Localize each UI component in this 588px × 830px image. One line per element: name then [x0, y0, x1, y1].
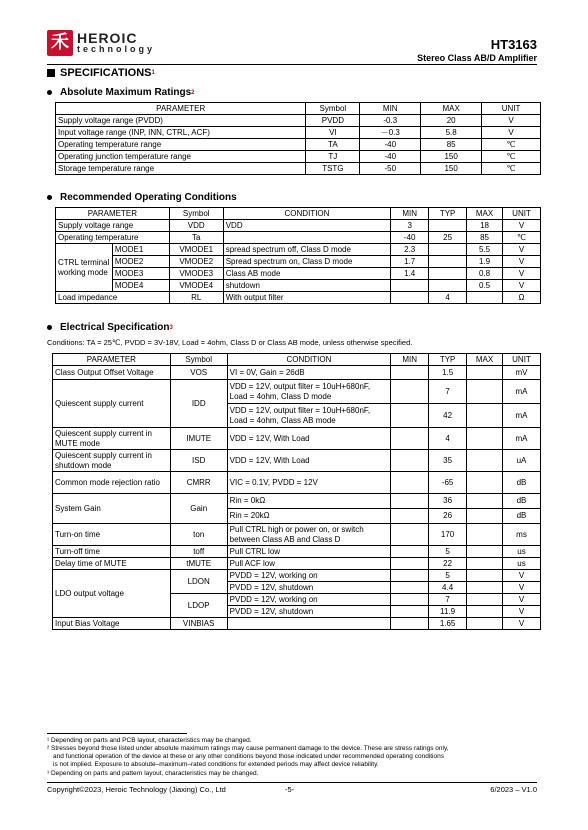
table-cell: LDOP [170, 594, 227, 618]
table-cell: 5.5 [467, 244, 503, 256]
table-cell: Class AB mode [223, 268, 391, 280]
table-cell [391, 472, 429, 494]
table-cell: V [482, 115, 541, 127]
elec-table [52, 353, 541, 630]
table-cell: PVDD [306, 115, 360, 127]
table-cell: 1.65 [429, 618, 467, 630]
table-cell: Pull ACF low [227, 558, 391, 570]
col-header: MAX [467, 208, 503, 220]
table-row [53, 450, 541, 472]
bullet-icon [47, 195, 52, 200]
table-cell: Turn-off time [53, 546, 171, 558]
table-row [56, 256, 541, 268]
table-cell: Pull CTRL low [227, 546, 391, 558]
section-title-sup: 1 [151, 70, 155, 76]
table-cell: ℃ [482, 139, 541, 151]
table-cell: 7 [429, 594, 467, 606]
table-cell [391, 292, 429, 304]
table-cell [467, 450, 503, 472]
table-cell: Turn-on time [53, 524, 171, 546]
table-cell: 22 [429, 558, 467, 570]
table-cell: Quiescent supply current [53, 380, 171, 428]
table-cell [391, 404, 429, 428]
table-cell: VDD = 12V, output filter = 10uH+680nF, Load = 4ohm, Class AB mode [227, 404, 391, 428]
table-cell: Spread spectrum on, Class D mode [223, 256, 391, 268]
table-cell [391, 380, 429, 404]
table-cell: V [503, 256, 541, 268]
table-cell [391, 606, 429, 618]
col-header: PARAMETER [56, 208, 170, 220]
table-cell: Operating junction temperature range [56, 151, 306, 163]
table-cell [429, 220, 467, 232]
table-cell [467, 509, 503, 524]
logo-text-1: HEROIC [77, 30, 138, 46]
table-cell: Input voltage range (INP, INN, CTRL, ACF) [56, 127, 306, 139]
table-cell: Operating temperature range [56, 139, 306, 151]
table-cell: mA [503, 428, 541, 450]
footnote-2c: is not implied. Exposure to absolute–maximum–rated conditions for extended periods may affect device reliability. [53, 761, 379, 768]
table-cell: VMODE4 [169, 280, 223, 292]
footnote-2b: and functional operation of the device at these or any other conditions beyond those indicated under recommended operating conditions [53, 753, 444, 760]
table-row [56, 244, 541, 256]
part-number: HT3163 [490, 37, 537, 52]
col-header: UNIT [482, 103, 541, 115]
table-cell [391, 450, 429, 472]
table-cell: 4.4 [429, 582, 467, 594]
table-cell: 4 [429, 428, 467, 450]
table-cell: －0.3 [360, 127, 421, 139]
table-cell: V [503, 582, 541, 594]
col-header: PARAMETER [56, 103, 306, 115]
table-cell: 20 [421, 115, 482, 127]
table-cell [391, 280, 429, 292]
table-cell: spread spectrum off, Class D mode [223, 244, 391, 256]
table-cell: VOS [170, 366, 227, 380]
table-row [56, 139, 541, 151]
table-cell: shutdown [223, 280, 391, 292]
table-cell: Quiescent supply current in MUTE mode [53, 428, 171, 450]
table-cell: VDD = 12V, output filter = 10uH+680nF, Load = 4ohm, Class D mode [227, 380, 391, 404]
table-cell: dB [503, 472, 541, 494]
table-cell [467, 582, 503, 594]
table-cell: System Gain [53, 494, 171, 524]
table-cell [467, 570, 503, 582]
table-cell: 3 [391, 220, 429, 232]
table-cell: Pull CTRL high or power on, or switch between Class AB and Class D [227, 524, 391, 546]
table-cell: 42 [429, 404, 467, 428]
table-cell: 5 [429, 570, 467, 582]
footer-page-number: -5- [285, 785, 295, 794]
table-row [53, 570, 541, 582]
col-header: MIN [391, 354, 429, 366]
table-row [56, 280, 541, 292]
table-cell [467, 546, 503, 558]
table-row [53, 524, 541, 546]
table-cell: -40 [391, 232, 429, 244]
table-cell: -50 [360, 163, 421, 175]
table-cell [467, 380, 503, 404]
table-cell: 1.4 [391, 268, 429, 280]
table-cell: 0.5 [467, 280, 503, 292]
table-cell: MODE3 [112, 268, 169, 280]
col-header: MIN [391, 208, 429, 220]
table-cell: 85 [421, 139, 482, 151]
col-header: MIN [360, 103, 421, 115]
table-cell: VDD [169, 220, 223, 232]
table-cell: 5.8 [421, 127, 482, 139]
footnote-3-text: Depending on parts and pattern layout, characteristics may be changed. [50, 770, 259, 777]
table-cell: -65 [429, 472, 467, 494]
table-cell: ℃ [482, 163, 541, 175]
table-cell: IMUTE [170, 428, 227, 450]
table-cell: ton [170, 524, 227, 546]
table-cell: ℃ [503, 232, 541, 244]
table-cell [391, 509, 429, 524]
table-cell [467, 558, 503, 570]
table-cell: 0.8 [467, 268, 503, 280]
table-cell: Delay time of MUTE [53, 558, 171, 570]
abs-max-table [55, 102, 541, 175]
col-header: UNIT [503, 354, 541, 366]
table-cell: V [503, 570, 541, 582]
col-header: PARAMETER [53, 354, 171, 366]
table-cell: V [503, 606, 541, 618]
square-bullet-icon [47, 69, 55, 77]
table-cell: VMODE3 [169, 268, 223, 280]
table-row [56, 232, 541, 244]
footnote-1-text: Depending on parts and PCB layout, characteristics may be changed. [50, 737, 252, 744]
bullet-icon [47, 90, 52, 95]
table-cell: MODE1 [112, 244, 169, 256]
table-cell [391, 618, 429, 630]
table-cell [467, 404, 503, 428]
table-cell: V [482, 127, 541, 139]
table-cell [467, 494, 503, 509]
table-cell: TSTG [306, 163, 360, 175]
table-cell: dB [503, 494, 541, 509]
table-cell [391, 524, 429, 546]
table-cell: -0.3 [360, 115, 421, 127]
logo-text-2: technology [77, 44, 156, 54]
footnote-1: ¹ Depending on parts and PCB layout, characteristics may be changed. [47, 737, 252, 744]
table-cell: V [503, 594, 541, 606]
table-cell: LDO output voltage [53, 570, 171, 618]
col-header: CONDITION [223, 208, 391, 220]
table-cell: TJ [306, 151, 360, 163]
header-rule [47, 64, 537, 65]
footnote-rule [47, 733, 187, 734]
table-cell: 1.5 [429, 366, 467, 380]
table-row [53, 546, 541, 558]
elec-heading-text: Electrical Specification [60, 322, 170, 333]
table-header-row [53, 354, 541, 366]
table-row [53, 558, 541, 570]
table-cell [467, 606, 503, 618]
table-cell: 35 [429, 450, 467, 472]
table-cell: 1.9 [467, 256, 503, 268]
table-cell: 170 [429, 524, 467, 546]
table-cell: V [503, 280, 541, 292]
elec-heading-sup: 3 [169, 324, 173, 331]
table-cell: VMODE1 [169, 244, 223, 256]
table-cell: 11.9 [429, 606, 467, 618]
table-cell: ℃ [482, 151, 541, 163]
table-cell: V [503, 220, 541, 232]
table-cell: CMRR [170, 472, 227, 494]
table-cell: RL [169, 292, 223, 304]
table-cell: 4 [429, 292, 467, 304]
logo-mark-icon: 禾 [47, 30, 73, 56]
table-cell [227, 618, 391, 630]
elec-heading [47, 322, 173, 333]
company-logo [47, 30, 167, 56]
table-cell [467, 366, 503, 380]
table-header-row [56, 103, 541, 115]
part-subtitle: Stereo Class AB/D Amplifier [417, 53, 537, 63]
table-row [56, 292, 541, 304]
table-cell: VDD [223, 220, 391, 232]
table-cell [467, 428, 503, 450]
table-cell: ms [503, 524, 541, 546]
col-header: MAX [421, 103, 482, 115]
table-cell: 150 [421, 163, 482, 175]
table-cell: VIC = 0.1V, PVDD = 12V [227, 472, 391, 494]
table-cell: 150 [421, 151, 482, 163]
col-header: Symbol [170, 354, 227, 366]
footnote-2-text-a: Stresses beyond those listed under absolute maximum ratings may cause permanent damage to the device. These are stress ratings only, [50, 745, 449, 752]
table-cell: mV [503, 366, 541, 380]
table-cell: LDON [170, 570, 227, 594]
test-conditions: Conditions: TA = 25℃, PVDD = 3V-18V, Load = 4ohm, Class D or Class AB mode, unless otherwise specified. [47, 338, 413, 347]
table-row [56, 268, 541, 280]
table-cell [391, 570, 429, 582]
table-cell: us [503, 546, 541, 558]
table-cell: With output filter [223, 292, 391, 304]
table-cell [467, 524, 503, 546]
footer-copyright: Copyright©2023, Heroic Technology (Jiaxing) Co., Ltd [47, 785, 226, 794]
table-row [53, 380, 541, 404]
table-cell: Common mode rejection ratio [53, 472, 171, 494]
footnote-2: ² Stresses beyond those listed under absolute maximum ratings may cause permanent damage to the device. These are stress ratings only, [47, 745, 449, 752]
table-row [53, 366, 541, 380]
table-cell: 7 [429, 380, 467, 404]
table-cell: toff [170, 546, 227, 558]
table-row [56, 163, 541, 175]
table-cell: uA [503, 450, 541, 472]
table-cell: -40 [360, 151, 421, 163]
roc-heading-text: Recommended Operating Conditions [60, 192, 237, 203]
table-cell: 1.7 [391, 256, 429, 268]
table-cell: Quiescent supply current in shutdown mode [53, 450, 171, 472]
table-cell [429, 280, 467, 292]
table-cell: PVDD = 12V, working on [227, 594, 391, 606]
table-cell: VI = 0V, Gain = 26dB [227, 366, 391, 380]
table-cell: Gain [170, 494, 227, 524]
table-cell: 25 [429, 232, 467, 244]
table-cell: 85 [467, 232, 503, 244]
table-cell: VINBIAS [170, 618, 227, 630]
table-cell [391, 558, 429, 570]
table-cell: PVDD = 12V, shutdown [227, 582, 391, 594]
table-cell: Storage temperature range [56, 163, 306, 175]
table-cell: Input Bias Voltage [53, 618, 171, 630]
table-cell: 18 [467, 220, 503, 232]
abs-heading-sup: 2 [191, 89, 195, 96]
table-cell: Rin = 20kΩ [227, 509, 391, 524]
table-cell [467, 618, 503, 630]
table-cell: mA [503, 404, 541, 428]
table-cell: V [503, 618, 541, 630]
table-cell: Load impedance [56, 292, 170, 304]
col-header: UNIT [503, 208, 541, 220]
table-cell: dB [503, 509, 541, 524]
table-cell: MODE2 [112, 256, 169, 268]
table-cell: V [503, 244, 541, 256]
col-header: TYP [429, 208, 467, 220]
table-cell: us [503, 558, 541, 570]
table-cell: VMODE2 [169, 256, 223, 268]
table-cell: IDD [170, 380, 227, 428]
table-cell: MODE4 [112, 280, 169, 292]
footer-rule [47, 782, 537, 783]
table-cell: Supply voltage range (PVDD) [56, 115, 306, 127]
table-cell [391, 366, 429, 380]
footnote-3: ³ Depending on parts and pattern layout, characteristics may be changed. [47, 770, 259, 777]
table-cell: Supply voltage range [56, 220, 170, 232]
abs-heading [47, 87, 194, 98]
table-cell [391, 582, 429, 594]
table-cell [429, 244, 467, 256]
table-cell [429, 256, 467, 268]
table-cell: -40 [360, 139, 421, 151]
table-cell: V [503, 268, 541, 280]
table-row [56, 115, 541, 127]
table-cell: Ω [503, 292, 541, 304]
col-header: Symbol [169, 208, 223, 220]
table-row [56, 151, 541, 163]
col-header: MAX [467, 354, 503, 366]
table-row [53, 618, 541, 630]
table-cell [223, 232, 391, 244]
table-header-row [56, 208, 541, 220]
table-cell: PVDD = 12V, shutdown [227, 606, 391, 618]
table-cell: VDD = 12V, With Load [227, 428, 391, 450]
table-cell: VDD = 12V, With Load [227, 450, 391, 472]
table-cell: tMUTE [170, 558, 227, 570]
col-header: TYP [429, 354, 467, 366]
table-cell: Ta [169, 232, 223, 244]
table-cell: Class Output Offset Voltage [53, 366, 171, 380]
section-title-text: SPECIFICATIONS [60, 67, 152, 79]
footer-version: 6/2023 – V1.0 [490, 785, 537, 794]
table-cell [391, 428, 429, 450]
table-cell: 5 [429, 546, 467, 558]
table-cell: Operating temperature [56, 232, 170, 244]
roc-table [55, 207, 541, 304]
table-cell [391, 494, 429, 509]
table-row [56, 127, 541, 139]
table-cell [467, 594, 503, 606]
table-cell: Rin = 0kΩ [227, 494, 391, 509]
col-header: Symbol [306, 103, 360, 115]
roc-heading [47, 192, 237, 203]
table-cell [467, 472, 503, 494]
ctrl-mode-label: CTRL terminal working mode [56, 244, 113, 292]
table-row [56, 220, 541, 232]
table-row [53, 472, 541, 494]
table-cell [391, 594, 429, 606]
table-cell [467, 292, 503, 304]
table-cell: PVDD = 12V, working on [227, 570, 391, 582]
table-cell [391, 546, 429, 558]
bullet-icon [47, 325, 52, 330]
section-title [47, 67, 155, 79]
table-row [53, 428, 541, 450]
table-cell: 36 [429, 494, 467, 509]
table-cell: 26 [429, 509, 467, 524]
table-cell [429, 268, 467, 280]
table-cell: VI [306, 127, 360, 139]
abs-heading-text: Absolute Maximum Ratings [60, 87, 192, 98]
table-cell: ISD [170, 450, 227, 472]
table-row [53, 494, 541, 509]
col-header: CONDITION [227, 354, 391, 366]
table-cell: 2.3 [391, 244, 429, 256]
table-cell: mA [503, 380, 541, 404]
table-cell: TA [306, 139, 360, 151]
